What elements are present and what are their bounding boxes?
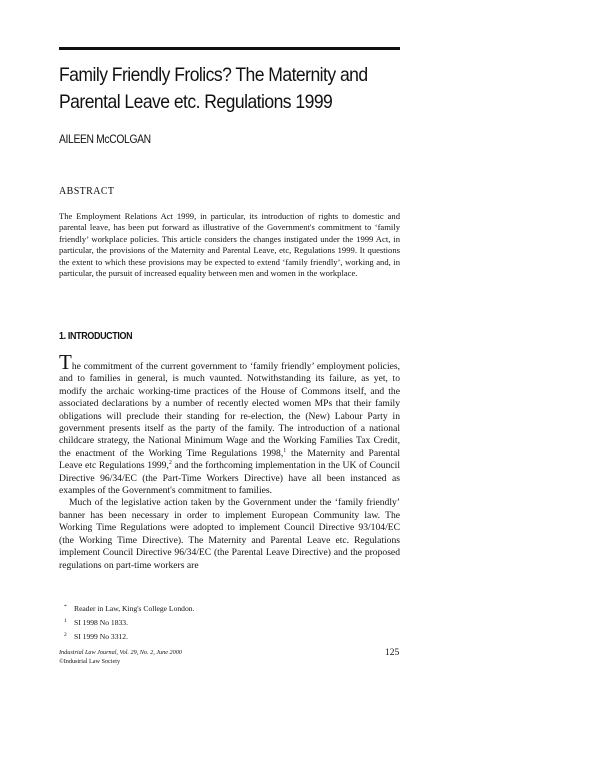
- journal-citation-line: Industrial Law Journal, Vol. 29, No. 2, June 2000: [59, 649, 182, 656]
- article-title: [59, 62, 383, 116]
- abstract-heading: ABSTRACT: [59, 186, 115, 197]
- footnote-text: SI 1998 No 1833.: [74, 618, 129, 627]
- paragraph-1: [59, 350, 400, 497]
- copyright-line: ©Industrial Law Society: [59, 657, 121, 665]
- footnote-mark: *: [64, 604, 67, 610]
- abstract-text: The Employment Relations Act 1999, in particular, its introduction of rights to domestic and parental leave, has been put forward as illustrative of the Government's commitment to ‘family friendly’ workplace policies. This article considers the changes instigated under the 1999 Act, in particular, the provisions of the Maternity and Parental Leave, etc, Regulations 1999. It questions the extent to which these provisions may be expected to extend ‘family friendly’, working and, in particular, the pursuit of increased equality between men and women in the workplace.: [59, 211, 400, 279]
- footnote-text: Reader in Law, King's College London.: [74, 604, 195, 613]
- author-name: AILEEN McCOLGAN: [59, 134, 151, 146]
- paragraph-2: Much of the legislative action taken by the Government under the ‘family friendly’ banner has been necessary in order to implement European Community law. The Working Time Regulations were adopted to implement Council Directive 93/104/EC (the Working Time Directive). The Maternity and Parental Leave etc. Regulations implement Council Directive 96/34/EC (the Parental Leave Directive) and the proposed regulations on part-time workers are: [59, 497, 400, 571]
- top-rule: [59, 47, 400, 50]
- section-heading: 1. INTRODUCTION: [59, 330, 133, 342]
- journal-citation: [59, 649, 182, 666]
- title-line-1: Family Friendly Frolics? The Maternity and: [59, 64, 368, 86]
- title-line-2: Parental Leave etc. Regulations 1999: [59, 91, 333, 113]
- paragraph-1-part-a: he commitment of the current government to ‘family friendly’ employment policies, and to families in general, is much vaunted. Notwithstanding its failure, as yet, to modify the archaic working-time practices of the House of Commons itself, and the associated declarations by a number of recently elected women MPs that their family obligations will preclude their standing for re-election, the (New) Labour Party in government presents itself as the party of the family. The introduction of a national childcare strategy, the National Minimum Wage and the Working Families Tax Credit, the enactment of the Working Time Regulations 1998,: [59, 361, 400, 459]
- footnote: [64, 629, 394, 643]
- footnote: [64, 601, 394, 615]
- paragraph-1-part-b: the Maternity and Parental Leave etc Regulations 1999,: [59, 447, 400, 472]
- footnote-mark: 1: [64, 618, 67, 624]
- page-number: 125: [385, 648, 400, 658]
- footnotes: [64, 601, 394, 643]
- footnote-ref-2[interactable]: 2: [168, 460, 172, 467]
- drop-cap: T: [59, 350, 72, 374]
- body-text: [59, 350, 400, 572]
- footnote-ref-1[interactable]: 1: [283, 447, 287, 454]
- footnote-mark: 2: [64, 632, 67, 638]
- footnote-text: SI 1999 No 3312.: [74, 632, 129, 641]
- footnote: [64, 615, 394, 629]
- paragraph-1-part-c: and the forthcoming implementation in the UK of Council Directive 96/34/EC (the Part-Time Workers Directive) have all been instanced as examples of the Government's commitment to families.: [59, 460, 400, 497]
